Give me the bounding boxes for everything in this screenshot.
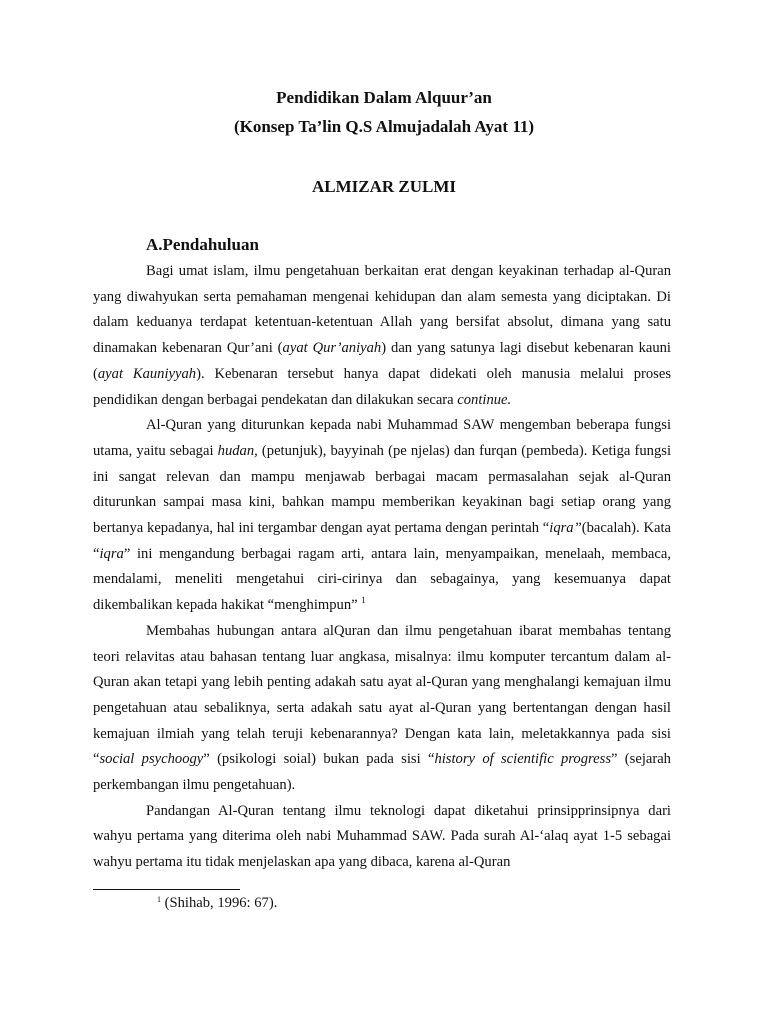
- document-title: Pendidikan Dalam Alquur’an: [276, 88, 492, 107]
- paragraph-4: Pandangan Al-Quran tentang ilmu teknologi dapat diketahui prinsipprinsipnya dari wahyu pertama yang diterima oleh nabi Muhammad SAW. Pada surah Al-‘alaq ayat 1-5 sebagai wahyu pertama itu tidak menjelaskan apa yang dibaca, karena al-Quran: [93, 802, 671, 871]
- section-heading: A.Pendahuluan: [146, 235, 259, 254]
- paragraph-2: Al-Quran yang diturunkan kepada nabi Muhammad SAW mengemban beberapa fungsi utama, yaitu sebagai hudan, (petunjuk), bayyinah (pe njelas) dan furqan (pembeda). Ketiga fungsi ini sangat relevan dan mampu menjawab berbagai macam permasalahan sejak al-Quran diturunkan sampai masa kini, bahkan mampu memberikan keyakinan bagi setiap orang yang bertanya kepadanya, hal ini tergambar dengan ayat pertama dengan perintah “iqra”(bacalah). Kata “iqra” ini mengandung berbagai ragam arti, antara lain, menyampaikan, menelaah, membaca, mendalami, meneliti mengetahui ciri-cirinya dan sebagainya, yang kesemuanya dapat dikembalikan kepada hakikat “menghimpun” $^1$: [93, 417, 672, 614]
- author-name: ALMIZAR ZULMI: [311, 177, 457, 196]
- footnote-reference[interactable]: 1: [361, 595, 366, 606]
- paragraph-3: Membahas hubungan antara alQuran dan ilmu pengetahuan ibarat membahas tentang teori relavitas atau bahasan tentang luar angkasa, misalnya: ilmu komputer tercantum dalam al-Quran akan tetapi yang lebih penting adakah satu ayat al-Quran yang menghalangi kemajuan ilmu pengetahuan atau sebaliknya, serta adakah satu ayat al-Quran yang bertentangan dengan hasil kemajuan ilmiah yang telah teruji kebenarannya? Dengan kata lain, meletakkannya pada sisi “social psychoogy” (psikologi soial) bukan pada sisi “history of scientific progress” (sejarah perkembangan ilmu pengetahuan).: [93, 622, 671, 794]
- paragraph-1: Bagi umat islam, ilmu pengetahuan berkaitan erat dengan keyakinan terhadap al-Quran yang diwahyukan serta pemahaman mengenai kehidupan dan alam semesta yang diciptakan. Di dalam keduanya terdapat ketentuan-ketentuan Allah yang bersifat absolut, dimana yang satu dinamakan kebenaran Qur’ani (ayat Qur’aniyah) dan yang satunya lagi disebut kebenaran kauni (ayat Kauniyyah). Kebenaran tersebut hanya dapat didekati oleh manusia melalui proses pendidikan dengan berbagai pendekatan dan dilakukan secara continue.: [93, 263, 671, 408]
- footnote-marker: 1: [157, 895, 161, 904]
- document-subtitle: (Konsep Ta’lin Q.S Almujadalah Ayat 11): [233, 117, 535, 136]
- body-text: [93, 259, 671, 876]
- footnote-text: (Shihab, 1996: 67).: [161, 895, 278, 911]
- footnote: [157, 895, 277, 912]
- footnote-separator: [93, 889, 240, 890]
